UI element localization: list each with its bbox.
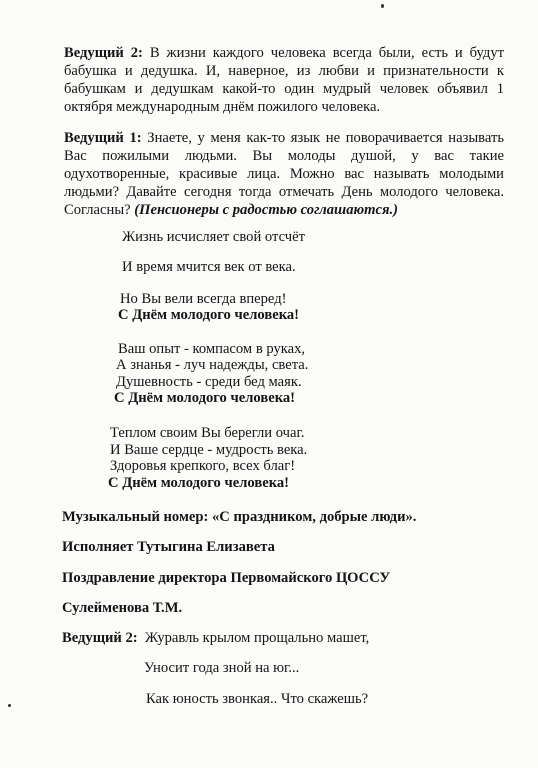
speaker-label: Ведущий 1: <box>64 130 142 146</box>
stage-direction: (Пенсионеры с радостью соглашаются.) <box>134 202 399 218</box>
text-line: октября международным днём пожилого человека. <box>64 99 381 115</box>
text-line: Согласны? <box>64 202 131 218</box>
poem-refrain: С Днём молодого человека! <box>118 307 300 323</box>
poem-line: Теплом своим Вы берегли очаг. <box>110 425 305 441</box>
poem-line: Но Вы вели всегда вперед! <box>120 291 287 307</box>
poem-line: Ваш опыт - компасом в руках, <box>118 341 306 357</box>
text-line: Знаете, у меня как-то язык не поворачивается называть <box>147 130 504 146</box>
poem-refrain: С Днём молодого человека! <box>108 475 290 491</box>
poem-line: Душевность - среди бед маяк. <box>116 374 302 390</box>
paragraph-host2-intro <box>64 44 504 116</box>
poem-refrain: С Днём молодого человека! <box>114 390 296 406</box>
director-greeting: Поздравление директора Первомайского ЦОССУ <box>62 570 391 586</box>
final-verse-line: Как юность звонкая.. Что скажешь? <box>146 691 369 707</box>
poem-line: А знанья - луч надежды, света. <box>116 357 309 373</box>
text-line: бабушкам и дедушкам какой-то один мудрый человек объявил 1 <box>64 81 504 97</box>
music-number: Музыкальный номер: «С праздником, добрые люди». <box>62 509 417 525</box>
text-line: Журавль крылом прощально машет, <box>144 630 370 646</box>
poem-line: Здоровья крепкого, всех благ! <box>110 458 296 474</box>
text-line: Вас пожилыми людьми. Вы молоды душой, у вас такие <box>64 148 504 164</box>
director-name: Сулейменова Т.М. <box>62 600 183 616</box>
text-line: В жизни каждого человека всегда были, есть и будут <box>149 45 504 61</box>
final-verse-line <box>62 629 369 647</box>
scan-speck <box>8 704 11 707</box>
paragraph-host1 <box>64 129 504 219</box>
poem-line: И время мчится век от века. <box>122 259 296 275</box>
performer: Исполняет Тутыгина Елизавета <box>62 539 275 555</box>
text-line: бабушка и дедушка. И, наверное, из любви и признательности к <box>64 63 504 79</box>
speaker-label: Ведущий 2: <box>64 45 143 61</box>
scan-speck <box>381 4 384 8</box>
final-verse-line: Уносит года зной на юг... <box>144 660 300 676</box>
poem-line: Жизнь исчисляет свой отсчёт <box>122 229 305 245</box>
speaker-label: Ведущий 2: <box>62 630 138 646</box>
text-line: одухотворенные, красивые лица. Можно вас называть молодыми <box>64 166 504 182</box>
text-line: людьми? Давайте сегодня тогда отмечать День молодого человека. <box>64 184 504 200</box>
poem-line: И Ваше сердце - мудрость века. <box>110 442 308 458</box>
